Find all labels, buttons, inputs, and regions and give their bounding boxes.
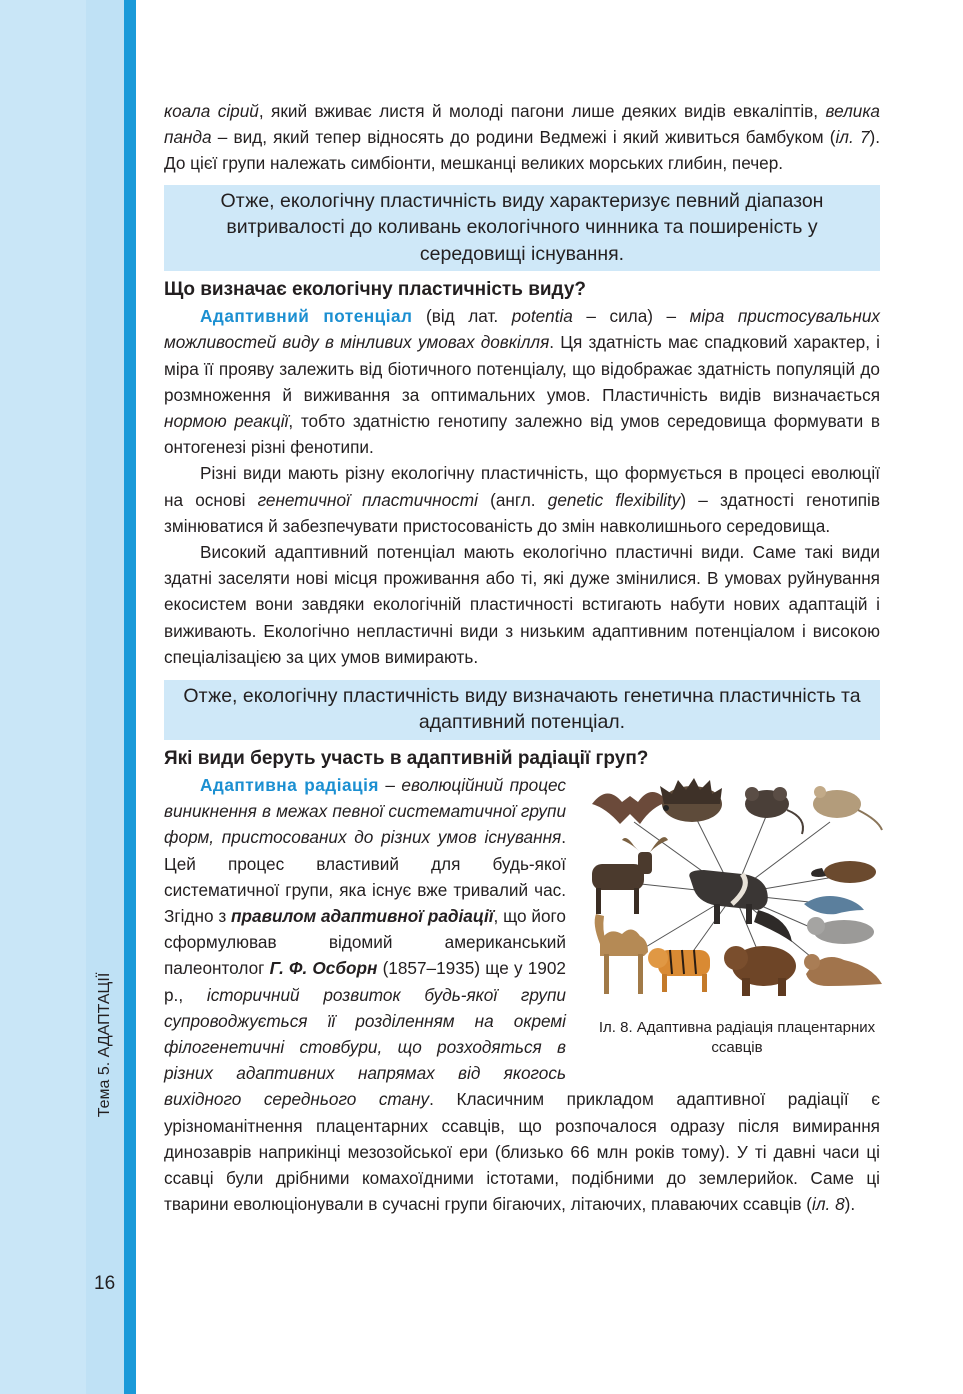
summary-box-determinants: Отже, екологічну пластичність виду визначають генетична пластичність та адаптивний потенціал. — [164, 680, 880, 740]
tiger-icon — [648, 948, 710, 992]
moose-icon — [592, 837, 668, 914]
paragraph-genetic-flexibility: Різні види мають різну екологічну пластичність, що формується в процесі еволюції на основі генетичної пластичності (англ. genetic flexibility) – здатності генотипів змінюватися й забезпечувати пристосованість до змін навколишнього середовища. — [164, 463, 880, 536]
figure-caption: Іл. 8. Адаптивна радіація плацентарних ссавців — [598, 1018, 876, 1056]
bat-icon — [592, 792, 668, 824]
heading-adaptive-radiation: Які види беруть участь в адаптивній радіації груп? — [164, 747, 649, 769]
heading-plasticity: Що визначає екологічну пластичність виду? — [164, 279, 587, 301]
sea-lion-icon — [804, 954, 882, 986]
hedgehog-icon — [660, 778, 722, 822]
paragraph-adaptive-radiation: Адаптивна радіація – еволюційний процес виникнення в межах певної систематичної групи форм, пристосованих до різних умов існування. Цей процес властивий для будь-якої систематичної групи, яка існує вже тривалий час. Згідно з правилом адаптивної радіації, що його сформулював відомий американський палеонтолог Г. Ф. Осборн (1857–1935) ще у 1902 р., історичний розвиток будь-якої групи супроводжується її розділенням на окремі філогенетичні стовбури, що розходяться в різних адаптивних напрямах від якогось вихідного середнього стану. Класичним прикладом адаптивної радіації є урізноманітнення плацентарних ссавців, що розпочалося одразу після вимирання динозаврів наприкінці мезозойської ери (близько 66 млн років тому). У ті давні часи ці ссавці були дрібними комахоїдними істотами, подібними до землерийок. Саме ці тварини еволюціонували в сучасні групи бігаючих, літаючих, плаваючих ссавців (іл. 8). — [164, 774, 880, 1215]
dolphin-icon — [804, 896, 864, 914]
side-accent-bar — [124, 0, 136, 1394]
chapter-label: Тема 5. АДАПТАЦІЇ — [96, 972, 113, 1118]
rat-icon — [813, 786, 882, 830]
page-number: 16 — [94, 1273, 116, 1294]
anteater-icon — [689, 870, 792, 942]
radiation-illustration — [582, 774, 892, 1014]
bear-icon — [724, 946, 796, 996]
summary-box-plasticity: Отже, екологічну пластичність виду характеризує певний діапазон витривалості до коливань екологічного чинника та поширеність у середовищі існування. — [164, 185, 880, 272]
paragraph-intro: коала сірий, який вживає листя й молоді пагони лише деяких видів евкаліптів, велика панда – вид, який тепер відносять до родини Ведмежі і який живиться бамбуком (іл. 7). До цієї групи належать симбіонти, мешканці великих морських глибин, печер. — [164, 101, 881, 174]
side-strip — [86, 0, 124, 1394]
mouse-icon — [745, 787, 803, 834]
side-margin — [0, 0, 86, 1394]
radiation-section — [164, 772, 880, 1217]
paragraph-high-potential: Високий адаптивний потенціал мають екологічно пластичні види. Саме такі види здатні заселяти нові місця проживання або ті, які дуже змінилися. В умовах руйнування екосистем вони завдяки екологічній пластичності встигають набути нових адаптацій і виживають. Екологічно непластичні види з низьким адаптивним потенціалом і високою спеціалізацією за цих умов вимирають. — [164, 541, 880, 667]
page-content — [164, 98, 880, 1217]
figure-adaptive-radiation — [582, 774, 892, 1068]
seal-icon — [807, 917, 874, 944]
paragraph-adaptive-potential: Адаптивний потенціал (від лат. potentia – сила) – міра пристосувальних можливостей виду в мінливих умовах довкілля. Ця здатність має спадковий характер, і міра її прояву залежить від біотичного потенціалу, що відображає здатність популяцій до розмноження й виживання за оптимальних умов. Пластичність видів визначається нормою реакції, тобто здатністю генотипу залежно від умов середовища формувати в онтогенезі різні фенотипи. — [164, 306, 881, 458]
camel-icon — [595, 914, 648, 994]
